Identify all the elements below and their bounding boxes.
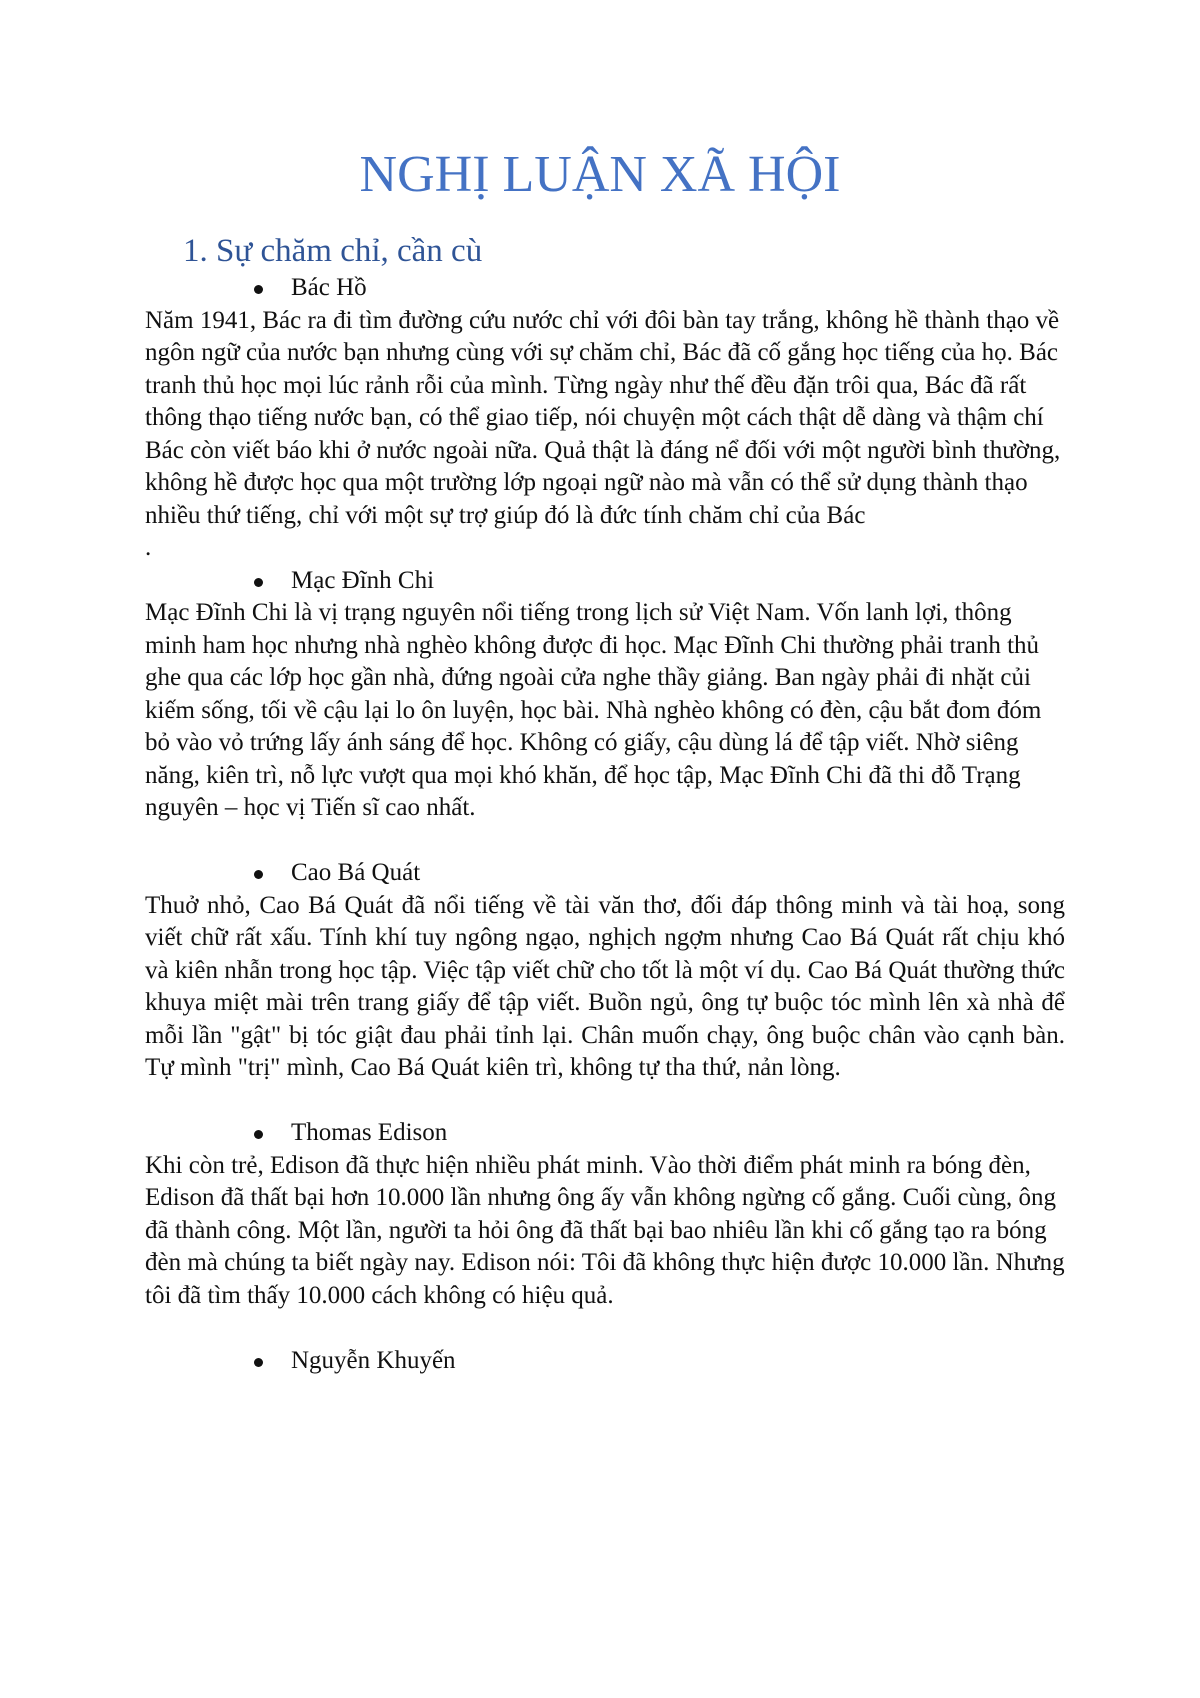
bullet-label: Cao Bá Quát	[291, 859, 421, 886]
bullet-icon	[254, 1130, 263, 1139]
spacer	[145, 825, 1065, 858]
bullet-label: Bác Hồ	[291, 274, 367, 301]
paragraph-trailing: .	[145, 534, 152, 561]
bullet-item	[145, 857, 1065, 890]
spacer	[145, 1085, 1065, 1118]
bullet-icon	[254, 870, 263, 879]
section-heading: 1. Sự chăm chỉ, cần cù	[183, 233, 483, 269]
paragraph: Năm 1941, Bác ra đi tìm đường cứu nước chỉ với đôi bàn tay trắng, không hề thành thạo về ngôn ngữ của nước bạn nhưng cùng với sự chăm chỉ, Bác đã cố gắng học tiếng của họ. Bác tranh thủ học mọi lúc rảnh rỗi của mình. Từng ngày như thế đều đặn trôi qua, Bác đã rất thông thạo tiếng nước bạn, có thể giao tiếp, nói chuyện một cách thật dễ dàng và thậm chí Bác còn viết báo khi ở nước ngoài nữa. Quả thật là đáng nể đối với một người bình thường, không hề được học qua một trường lớp ngoại ngữ nào mà vẫn có thể sử dụng thành thạo nhiều thứ tiếng, chỉ với một sự trợ giúp đó là đức tính chăm chỉ của Bác	[145, 306, 1061, 529]
bullet-label: Nguyễn Khuyến	[291, 1346, 456, 1374]
spacer	[145, 1312, 1065, 1345]
bullet-item	[145, 565, 1065, 598]
paragraph: Thuở nhỏ, Cao Bá Quát đã nổi tiếng về tài văn thơ, đối đáp thông minh và tài hoạ, song viết chữ rất xấu. Tính khí tuy ngông ngạo, nghịch ngợm nhưng Cao Bá Quát rất chịu khó và kiên nhẫn trong học tập. Việc tập viết chữ cho tốt là một ví dụ. Cao Bá Quát thường thức khuya miệt mài trên trang giấy để tập viết. Buồn ngủ, ông tự buộc tóc mình lên xà nhà để mỗi lần "gật" bị tóc giật đau phải tỉnh lại. Chân muốn chạy, ông buộc chân vào cạnh bàn. Tự mình "trị" mình, Cao Bá Quát kiên trì, không tự tha thứ, nản lòng.	[145, 891, 1065, 1081]
bullet-label: Thomas Edison	[291, 1119, 448, 1146]
bullet-item	[145, 1345, 1065, 1378]
bullet-item	[145, 1117, 1065, 1150]
document-title: NGHỊ LUẬN XÃ HỘI	[359, 146, 841, 203]
paragraph: Khi còn trẻ, Edison đã thực hiện nhiều phát minh. Vào thời điểm phát minh ra bóng đèn, Edison đã thất bại hơn 10.000 lần nhưng ông ấy vẫn không ngừng cố gắng. Cuối cùng, ông đã thành công. Một lần, người ta hỏi ông đã thất bại bao nhiêu lần khi cố gắng tạo ra bóng đèn mà chúng ta biết ngày nay. Edison nói: Tôi đã không thực hiện được 10.000 lần. Nhưng tôi đã tìm thấy 10.000 cách không có hiệu quả.	[145, 1151, 1065, 1309]
bullet-icon	[254, 1358, 263, 1367]
bullet-item	[145, 272, 1065, 305]
bullet-icon	[254, 285, 263, 294]
document-body	[145, 272, 1065, 1377]
bullet-icon	[254, 578, 263, 587]
bullet-label: Mạc Đĩnh Chi	[291, 566, 435, 594]
paragraph: Mạc Đĩnh Chi là vị trạng nguyên nổi tiếng trong lịch sử Việt Nam. Vốn lanh lợi, thông minh ham học nhưng nhà nghèo không được đi học. Mạc Đĩnh Chi thường phải tranh thủ ghe qua các lớp học gần nhà, đứng ngoài cửa nghe thầy giảng. Ban ngày phải đi nhặt củi kiếm sống, tối về cậu lại lo ôn luyện, học bài. Nhà nghèo không có đèn, cậu bắt đom đóm bỏ vào vỏ trứng lấy ánh sáng để học. Không có giấy, cậu dùng lá để tập viết. Nhờ siêng năng, kiên trì, nỗ lực vượt qua mọi khó khăn, để học tập, Mạc Đĩnh Chi đã thi đỗ Trạng nguyên – học vị Tiến sĩ cao nhất.	[145, 599, 1042, 821]
